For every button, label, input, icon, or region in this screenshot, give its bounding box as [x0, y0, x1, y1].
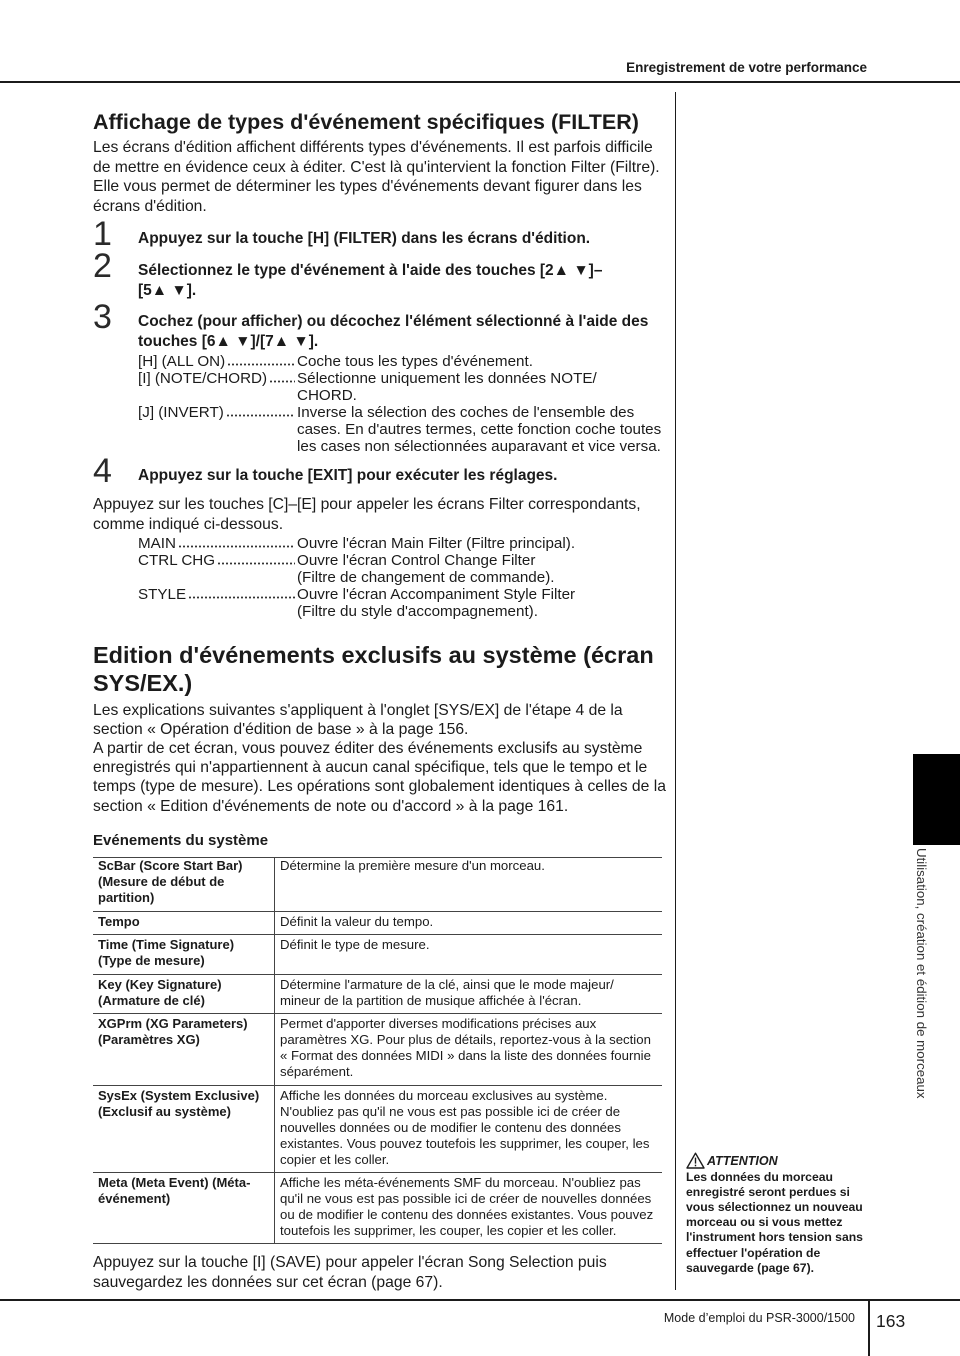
dot-leader — [226, 414, 295, 417]
event-description-line: N'oubliez pas qu'il ne vous est pas possible ici de créer de — [280, 1104, 621, 1119]
event-name-line: (Mesure de début de — [98, 874, 225, 889]
manual-title: Mode d’emploi du PSR-3000/1500 — [663, 1311, 855, 1325]
event-name-line: partition) — [98, 890, 155, 905]
paragraph-line: section « Opération d'édition de base » à la page 156. — [93, 720, 469, 738]
page-number: 163 — [876, 1311, 906, 1331]
screen-description-line: Ouvre l'écran Main Filter (Filtre principal). — [297, 534, 576, 552]
step-instruction — [138, 312, 648, 352]
paragraph-line: enregistrés qui n'appartiennent à aucun canal spécifique, tels que le tempo et le — [93, 759, 648, 777]
screen-description — [297, 535, 575, 552]
step-number: 1 — [93, 215, 112, 253]
event-description-line: ou de modifier le contenu des données existantes. Vous pouvez — [280, 1207, 654, 1222]
screen-description — [297, 586, 575, 620]
step-instruction-line: Appuyez sur la touche [EXIT] pour exécuter les réglages. — [138, 467, 558, 484]
event-description-line: Détermine la première mesure d'un morceau. — [280, 858, 545, 873]
running-header: Enregistrement de votre performance — [626, 60, 867, 75]
option-description — [297, 370, 661, 404]
chapter-tab-label: Utilisation, création et édition de morceaux — [914, 848, 929, 1099]
paragraph-line: comme indiqué ci-dessous. — [93, 515, 284, 533]
paragraph-line: Appuyez sur la touche [I] (SAVE) pour appeler l'écran Song Selection puis — [93, 1254, 607, 1271]
paragraph-line: section « Edition d'événements de note ou d'accord » à la page 161. — [93, 797, 569, 815]
column-divider — [675, 92, 676, 1290]
header-rule — [0, 81, 960, 83]
event-description — [275, 1086, 662, 1172]
dot-leader — [178, 545, 295, 548]
event-description-line: « Format des données MIDI » dans la liste des données fournie — [280, 1048, 651, 1063]
event-description — [275, 975, 662, 1013]
event-description-line: toutefois les supprimer, les couper, les copier et les coller. — [280, 1223, 617, 1238]
footer-rule — [0, 1299, 960, 1301]
chapter-tab — [913, 754, 960, 845]
dot-leader — [269, 380, 295, 383]
attention-line: Les données du morceau — [686, 1169, 833, 1184]
event-name — [93, 912, 275, 934]
filter-screen-item — [138, 586, 575, 620]
paragraph-line: de mettre en évidence ceux à éditer. C'est là qu'intervient la fonction Filter (Filtre). — [93, 158, 660, 176]
attention-line: sauvegarde (page 67). — [686, 1260, 815, 1275]
option-description — [297, 353, 661, 370]
event-description — [275, 935, 662, 974]
sysex-intro-paragraph — [93, 701, 666, 816]
filter-screen-item — [138, 535, 575, 552]
option-label: [J] (INVERT) — [138, 403, 224, 421]
option-description-line: Inverse la sélection des coches de l'ensemble des — [297, 403, 635, 421]
step-instruction — [138, 261, 602, 301]
event-description-line: paramètres XG. Pour plus de détails, reportez-vous à la section — [280, 1032, 651, 1047]
heading-line: SYS/EX.) — [93, 670, 193, 696]
event-description-line: mineur de la partition de musique affichée à l'écran. — [280, 993, 582, 1008]
section-heading-filter: Affichage de types d'événement spécifiques (FILTER) — [93, 110, 639, 134]
event-name-line: (Paramètres XG) — [98, 1032, 200, 1047]
step-number: 4 — [93, 452, 112, 490]
option-description-line: cases. En d'autres termes, cette fonction coche toutes — [297, 420, 662, 438]
filter-screens-paragraph — [93, 495, 641, 534]
option-label: [I] (NOTE/CHORD) — [138, 369, 268, 387]
filter-intro-paragraph — [93, 138, 660, 216]
step-number: 3 — [93, 298, 112, 336]
screen-label: CTRL CHG — [138, 551, 216, 569]
attention-line: l'instrument hors tension sans — [686, 1230, 863, 1245]
step-instruction-line: Sélectionnez le type d'événement à l'aide des touches [2▲ ▼]– — [138, 262, 603, 279]
step-number: 2 — [93, 247, 112, 285]
event-name-line: (Type de mesure) — [98, 953, 205, 968]
table-row — [93, 911, 662, 934]
event-description — [275, 912, 662, 934]
dot-leader — [188, 596, 295, 599]
paragraph-line: sauvegardez les données sur cet écran (page 67). — [93, 1273, 443, 1291]
event-description-line: séparément. — [280, 1064, 354, 1079]
event-name-line: événement) — [98, 1191, 171, 1206]
step-instruction-line: Appuyez sur la touche [H] (FILTER) dans les écrans d'édition. — [138, 230, 591, 247]
section-heading-sysex — [93, 641, 654, 697]
step-instruction-line: [5▲ ▼]. — [138, 282, 197, 299]
paragraph-line: Les explications suivantes s'appliquent à l'onglet [SYS/EX] de l'étape 4 de la — [93, 701, 623, 719]
heading-line: Edition d'événements exclusifs au système (écran — [93, 642, 654, 668]
attention-line: effectuer l'opération de — [686, 1245, 821, 1260]
table-row — [93, 1085, 662, 1172]
event-name-line: XGPrm (XG Parameters) — [98, 1016, 248, 1031]
step-instruction-line: touches [6▲ ▼]/[7▲ ▼]. — [138, 333, 319, 350]
event-name-line: Tempo — [98, 914, 140, 929]
attention-line: vous sélectionnez un nouveau — [686, 1199, 863, 1214]
table-title: Evénements du système — [93, 832, 269, 849]
option-label: [H] (ALL ON) — [138, 352, 226, 370]
event-description-line: qu'il ne vous est pas possible ici de créer de nouvelles données — [280, 1191, 652, 1206]
option-description — [297, 404, 661, 455]
screen-label: STYLE — [138, 585, 187, 603]
event-description — [275, 1173, 662, 1243]
event-name-line: Key (Key Signature) — [98, 977, 222, 992]
option-description-line: les cases non sélectionnées auparavant et vice versa. — [297, 437, 661, 455]
screen-description — [297, 552, 575, 586]
event-description-line: Définit le type de mesure. — [280, 937, 430, 952]
table-row — [93, 934, 662, 974]
event-name — [93, 1014, 275, 1085]
filter-screen-list — [138, 535, 575, 620]
system-events-table — [93, 857, 662, 1244]
option-description-line: CHORD. — [297, 386, 357, 404]
event-description — [275, 858, 662, 911]
filter-screen-item — [138, 552, 575, 586]
event-name-line: (Armature de clé) — [98, 993, 205, 1008]
event-description-line: copier et les coller. — [280, 1152, 390, 1167]
event-name — [93, 975, 275, 1013]
table-row — [93, 974, 662, 1013]
step-instruction — [138, 466, 557, 486]
event-name-line: SysEx (System Exclusive) — [98, 1088, 260, 1103]
event-description-line: Détermine l'armature de la clé, ainsi que le mode majeur/ — [280, 977, 614, 992]
event-name-line: Time (Time Signature) — [98, 937, 235, 952]
filter-option — [138, 404, 661, 455]
step-instruction — [138, 229, 590, 249]
screen-description-line: (Filtre de changement de commande). — [297, 568, 555, 586]
event-description-line: Permet d'apporter diverses modifications précises aux — [280, 1016, 597, 1031]
screen-description-line: Ouvre l'écran Accompaniment Style Filter — [297, 585, 576, 603]
event-name — [93, 1086, 275, 1172]
event-description-line: Définit la valeur du tempo. — [280, 914, 434, 929]
screen-label: MAIN — [138, 534, 176, 552]
event-description-line: existantes. Vous pouvez toutefois les supprimer, les couper, les — [280, 1136, 650, 1151]
event-name-line: ScBar (Score Start Bar) — [98, 858, 243, 873]
screen-description-line: (Filtre du style d'accompagnement). — [297, 602, 538, 620]
event-name — [93, 858, 275, 911]
paragraph-line: temps (type de mesure). Les opérations sont globalement identiques à celles de la — [93, 778, 666, 796]
attention-title: ATTENTION — [707, 1154, 778, 1168]
table-row — [93, 1172, 662, 1244]
event-name — [93, 935, 275, 974]
event-description-line: Affiche les données du morceau exclusives au système. — [280, 1088, 608, 1103]
table-row — [93, 857, 662, 911]
filter-option-list — [138, 353, 661, 455]
closing-paragraph — [93, 1253, 607, 1292]
paragraph-line: A partir de cet écran, vous pouvez éditer des événements exclusifs au système — [93, 739, 643, 757]
paragraph-line: Elle vous permet de déterminer les types d'événements devant figurer dans les — [93, 178, 642, 195]
event-name-line: (Exclusif au système) — [98, 1104, 231, 1119]
event-name-line: Meta (Meta Event) (Méta- — [98, 1175, 251, 1190]
warning-triangle-icon — [686, 1152, 705, 1169]
option-description-line: Sélectionne uniquement les données NOTE/ — [297, 369, 597, 387]
attention-line: morceau ou si vous mettez — [686, 1215, 843, 1230]
event-name — [93, 1173, 275, 1243]
paragraph-line: écrans d'édition. — [93, 197, 207, 215]
footer-divider — [868, 1300, 870, 1356]
paragraph-line: Les écrans d'édition affichent différents types d'événements. Il est parfois difficile — [93, 139, 653, 156]
option-description-line: Coche tous les types d'événement. — [297, 352, 533, 370]
table-row — [93, 1013, 662, 1085]
paragraph-line: Appuyez sur les touches [C]–[E] pour appeler les écrans Filter correspondants, — [93, 496, 641, 513]
event-description-line: Affiche les méta-événements SMF du morceau. N'oubliez pas — [280, 1175, 641, 1190]
filter-option — [138, 353, 661, 370]
event-description — [275, 1014, 662, 1085]
screen-description-line: Ouvre l'écran Control Change Filter — [297, 551, 536, 569]
filter-option — [138, 370, 661, 404]
dot-leader — [217, 562, 295, 565]
step-instruction-line: Cochez (pour afficher) ou décochez l'élément sélectionné à l'aide des — [138, 313, 649, 330]
event-description-line: nouvelles données ou de modifier le contenu des données — [280, 1120, 621, 1135]
attention-text — [686, 1170, 863, 1276]
dot-leader — [227, 363, 295, 366]
attention-line: enregistré seront perdues si — [686, 1184, 850, 1199]
